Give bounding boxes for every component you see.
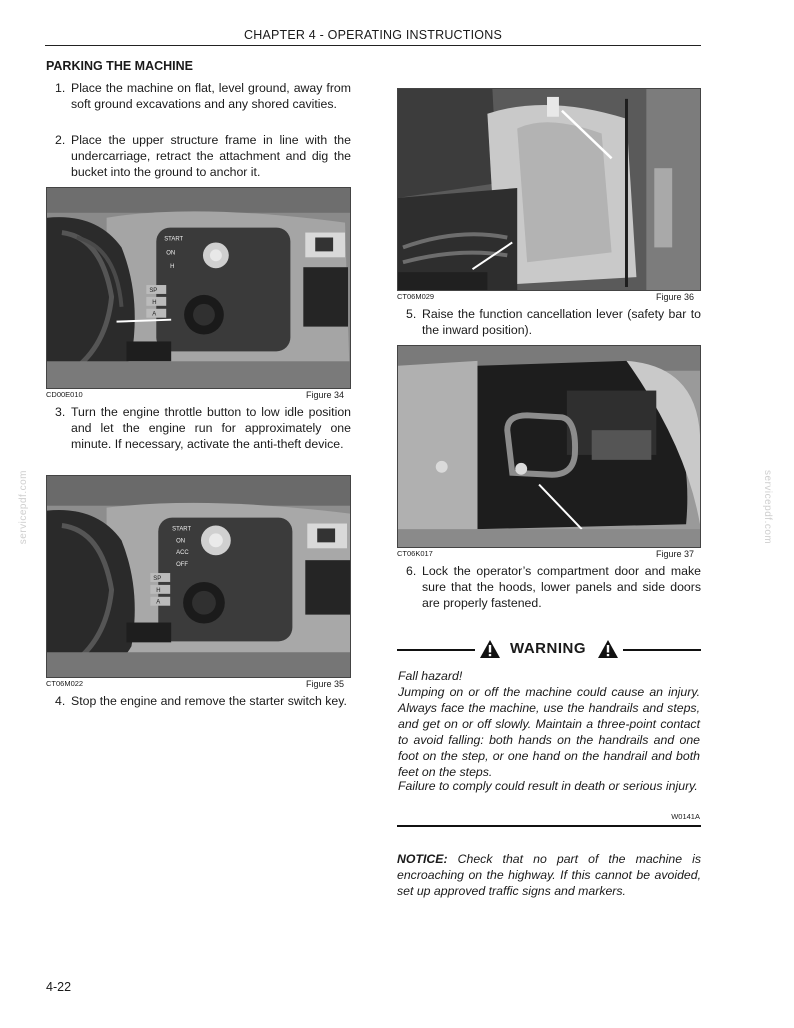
panel-label: SP xyxy=(149,287,158,294)
step-text: Place the upper structure frame in line with the undercarriage, retract the attachment and dig the bucket into the ground to anchor it. xyxy=(71,133,351,179)
panel-label: ON xyxy=(166,250,176,257)
step-number: 6. xyxy=(406,564,417,578)
notice-label: NOTICE: xyxy=(397,852,448,866)
step-number: 1. xyxy=(55,81,66,95)
panel-label: START xyxy=(164,236,184,243)
figure-37-photo xyxy=(397,345,701,548)
panel-label: A xyxy=(156,599,161,606)
figure-35-label: Figure 35 xyxy=(306,679,345,689)
chapter-header: CHAPTER 4 - OPERATING INSTRUCTIONS xyxy=(244,28,502,42)
figure-35-code: CT06M022 xyxy=(46,679,84,688)
watermark-left: servicepdf.com xyxy=(18,470,29,545)
figure-34-code: CD00E010 xyxy=(46,390,83,399)
panel-label: H xyxy=(170,264,175,271)
panel-label: A xyxy=(152,311,157,318)
warning-banner xyxy=(397,638,701,662)
step-3 xyxy=(55,404,351,452)
notice-text: Check that no part of the machine is encroaching on the highway. If this cannot be avoided, set up approved traffic signs and markers. xyxy=(397,852,701,898)
panel-label: H xyxy=(156,587,161,594)
panel-label: ACC xyxy=(176,550,189,557)
figure-34-photo xyxy=(46,187,351,389)
warning-hazard: Fall hazard! xyxy=(398,669,463,683)
figure-36-photo xyxy=(397,88,701,291)
step-number: 5. xyxy=(406,307,417,321)
warning-bottom-rule xyxy=(397,825,701,827)
figure-36-label: Figure 36 xyxy=(656,292,695,302)
warning-title: WARNING xyxy=(510,640,586,657)
panel-label: SP xyxy=(153,575,162,582)
warning-consequence: Failure to comply could result in death or serious injury. xyxy=(398,779,698,793)
section-title: PARKING THE MACHINE xyxy=(46,59,193,73)
step-text: Stop the engine and remove the starter switch key. xyxy=(71,694,347,708)
panel-label: OFF xyxy=(176,562,189,569)
step-2 xyxy=(55,132,351,180)
panel-label: START xyxy=(172,526,192,533)
page-number: 4-22 xyxy=(46,980,72,994)
panel-label: ON xyxy=(176,538,186,545)
figure-35-photo xyxy=(46,475,351,678)
figure-36-code: CT06M029 xyxy=(397,292,435,301)
step-text: Raise the function cancellation lever (safety bar to the inward position). xyxy=(422,307,701,337)
warning-triangle-icon xyxy=(479,639,501,659)
watermark-right: servicepdf.com xyxy=(762,470,773,545)
figure-34-label: Figure 34 xyxy=(306,390,345,400)
step-4 xyxy=(55,693,351,709)
step-1 xyxy=(55,80,351,112)
warning-triangle-icon xyxy=(597,639,619,659)
step-text: Turn the engine throttle button to low idle position and let the engine run for approximately one minute. If necessary, activate the anti-theft device. xyxy=(71,405,351,451)
warning-rule-left xyxy=(397,649,475,651)
header-rule xyxy=(45,45,701,46)
warning-body: Jumping on or off the machine could cause an injury. Always face the machine, use the handrails and steps, and get on or off slowly. Maintain a three-point contact to avoid falling: both hands on the handrails and one foot on the step, or one hand on the handrail and both feet on the steps. xyxy=(398,685,700,779)
step-number: 3. xyxy=(55,405,66,419)
warning-code: W0141A xyxy=(671,812,700,821)
figure-37-label: Figure 37 xyxy=(656,549,695,559)
step-text: Place the machine on flat, level ground, away from soft ground excavations and any shored cavities. xyxy=(71,81,351,111)
step-number: 4. xyxy=(55,694,66,708)
panel-label: H xyxy=(152,299,157,306)
figure-37-code: CT06K017 xyxy=(397,549,433,558)
step-number: 2. xyxy=(55,133,66,147)
step-text: Lock the operator’s compartment door and make sure that the hoods, lower panels and side doors are properly fastened. xyxy=(422,564,701,610)
step-5 xyxy=(406,306,701,338)
step-6 xyxy=(406,563,701,611)
notice xyxy=(397,851,701,899)
warning-rule-right xyxy=(623,649,701,651)
